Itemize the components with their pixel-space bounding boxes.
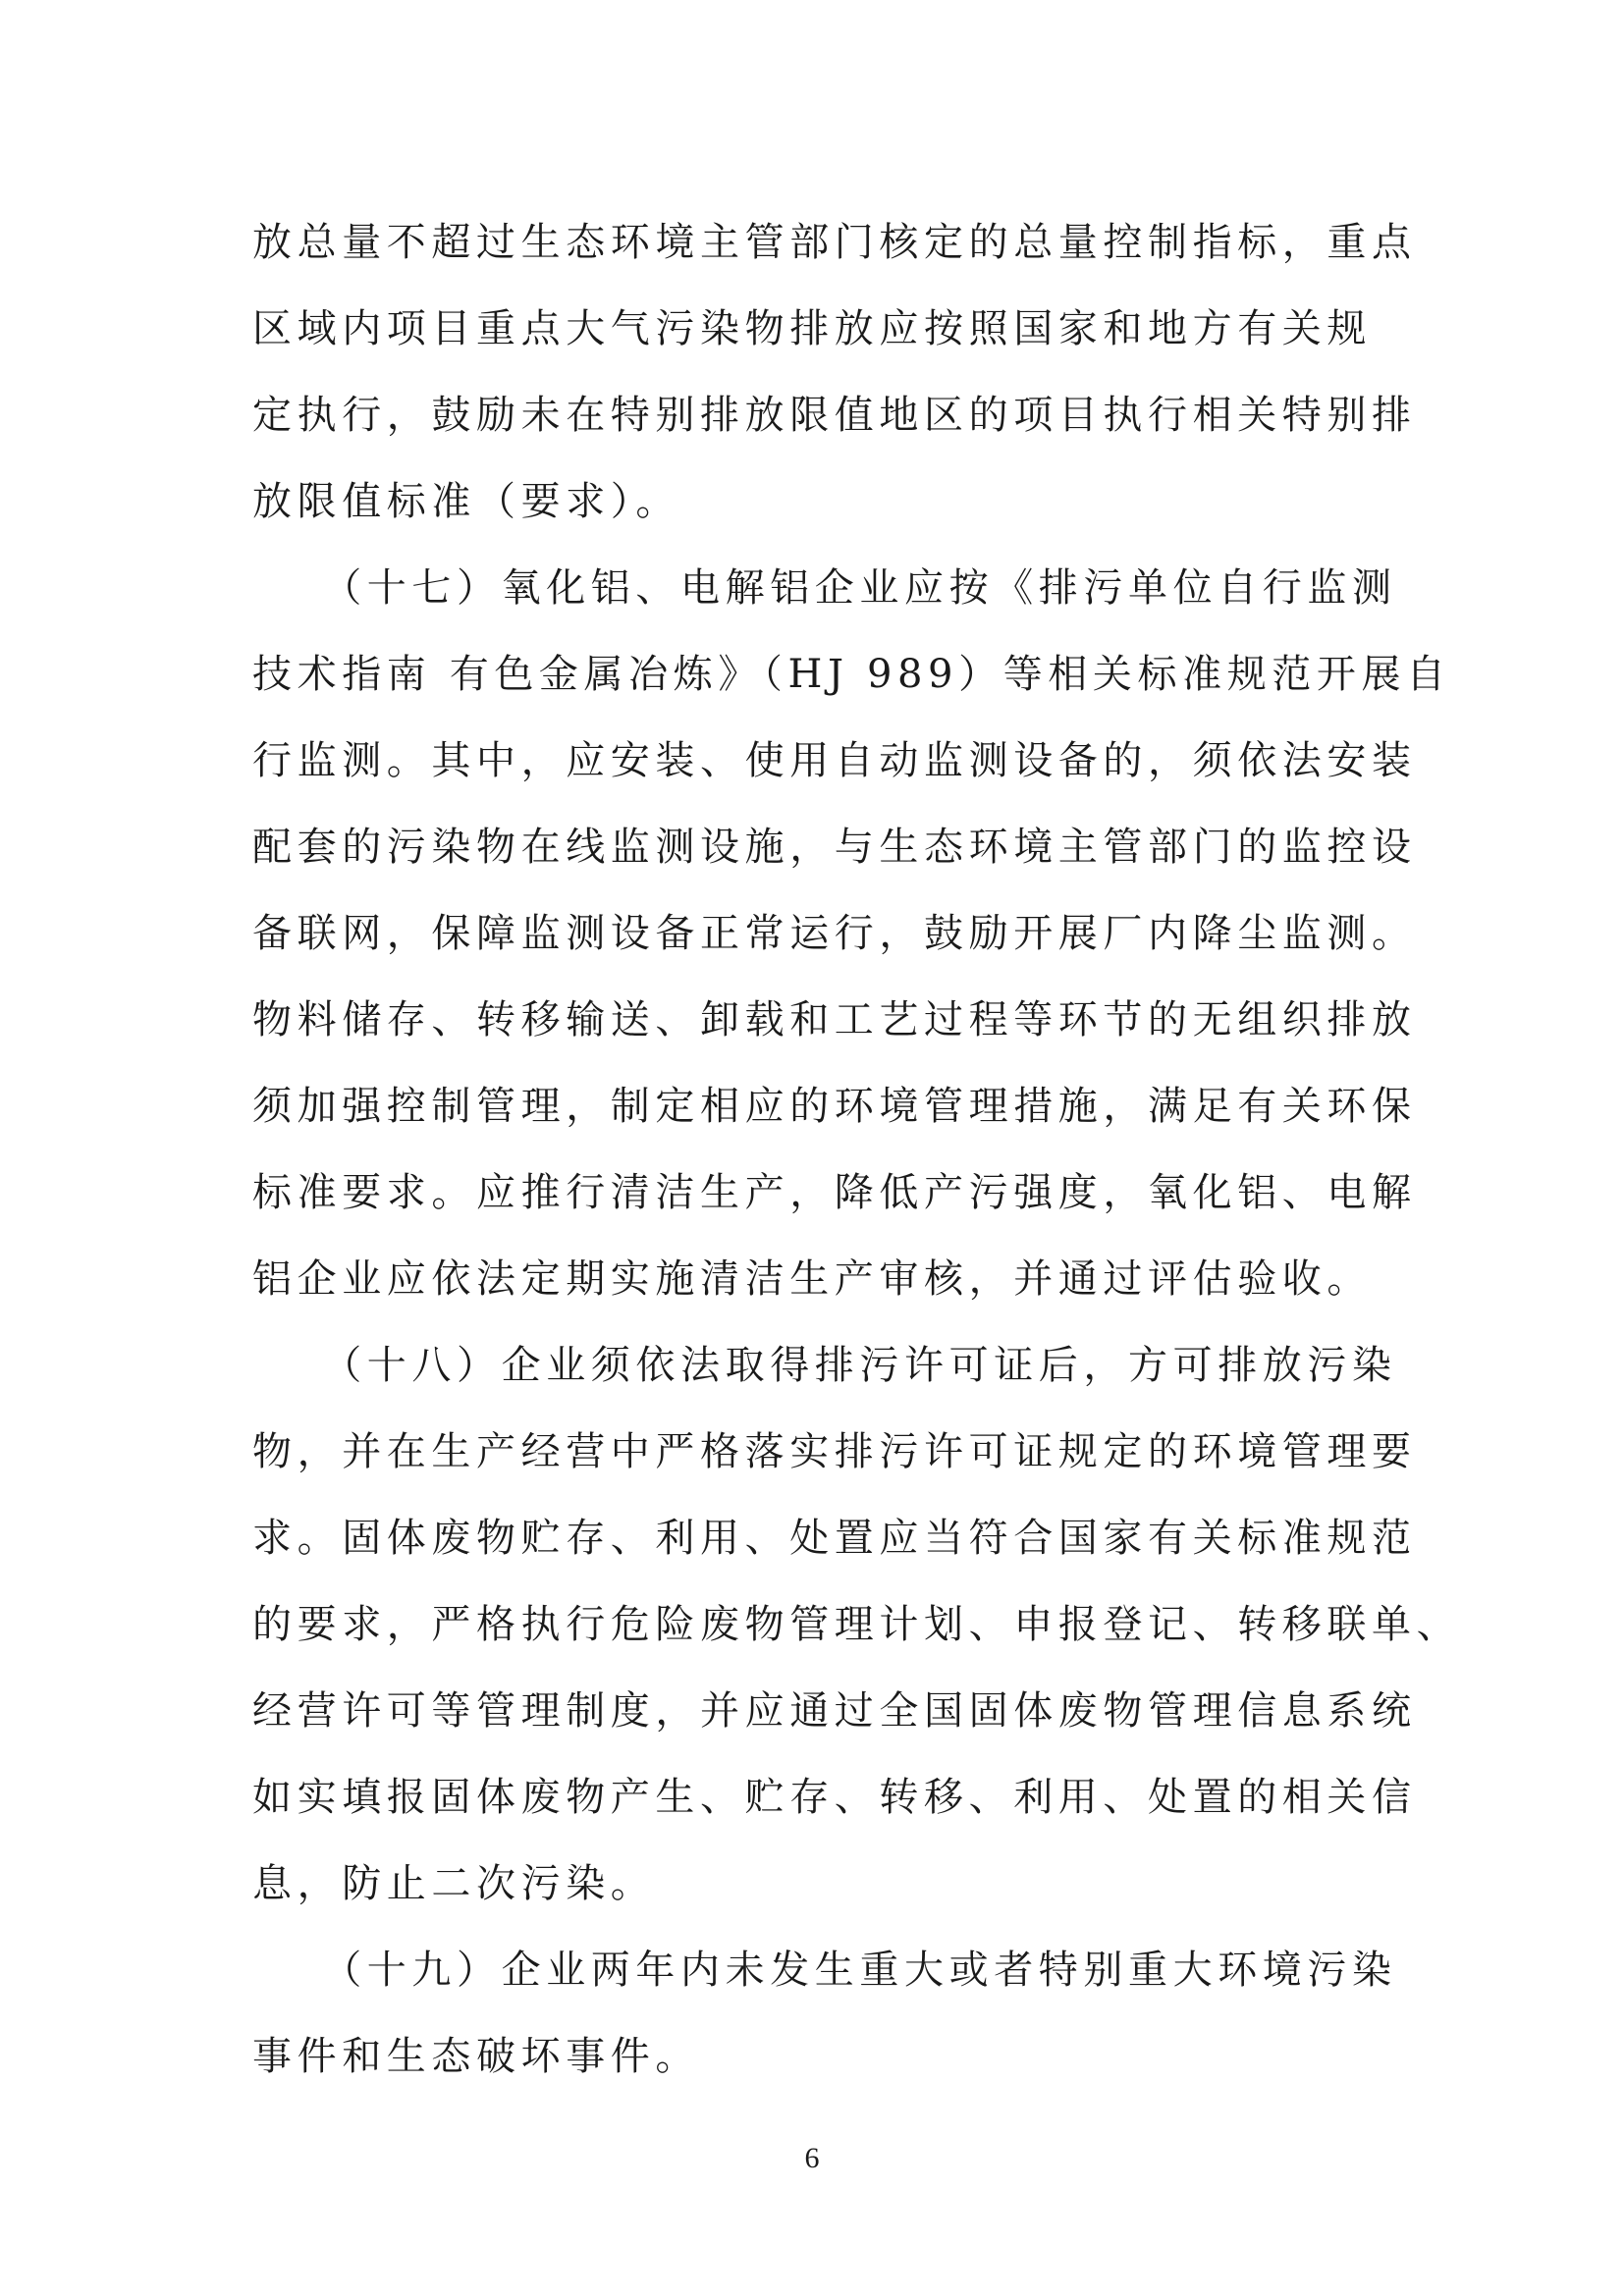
- text-line: 须加强控制管理，制定相应的环境管理措施，满足有关环保: [252, 1084, 1417, 1129]
- text-line: 物，并在生产经营中严格落实排污许可证规定的环境管理要: [252, 1429, 1417, 1474]
- text-line: 定执行，鼓励未在特别排放限值地区的项目执行相关特别排: [252, 393, 1417, 438]
- text-line: 事件和生态破坏事件。: [252, 2034, 700, 2079]
- text-line: 如实填报固体废物产生、贮存、转移、利用、处置的相关信: [252, 1775, 1417, 1820]
- text-line: 技术指南 有色金属冶炼》（HJ 989）等相关标准规范开展自: [252, 652, 1451, 697]
- text-line: 物料储存、转移输送、卸载和工艺过程等环节的无组织排放: [252, 997, 1417, 1042]
- text-line: 求。固体废物贮存、利用、处置应当符合国家有关标准规范: [252, 1516, 1417, 1561]
- text-line: 经营许可等管理制度，并应通过全国固体废物管理信息系统: [252, 1688, 1417, 1734]
- text-line: 放总量不超过生态环境主管部门核定的总量控制指标，重点: [252, 220, 1417, 265]
- text-line: 息，防止二次污染。: [252, 1861, 656, 1906]
- text-line: 行监测。其中，应安装、使用自动监测设备的，须依法安装: [252, 738, 1417, 783]
- text-line: 铝企业应依法定期实施清洁生产审核，并通过评估验收。: [252, 1256, 1372, 1302]
- text-line: 放限值标准（要求）。: [252, 479, 680, 524]
- text-line: （十九）企业两年内未发生重大或者特别重大环境污染: [252, 1948, 1397, 1993]
- text-line: 的要求，严格执行危险废物管理计划、申报登记、转移联单、: [252, 1602, 1462, 1647]
- text-line: （十八）企业须依法取得排污许可证后，方可排放污染: [252, 1343, 1397, 1388]
- page-number: 6: [804, 2142, 820, 2174]
- paragraph-p-19: [252, 1927, 1397, 2100]
- paragraph-p-continued: [252, 199, 1417, 545]
- text-line: 备联网，保障监测设备正常运行，鼓励开展厂内降尘监测。: [252, 911, 1417, 956]
- text-line: 配套的污染物在线监测设施，与生态环境主管部门的监控设: [252, 825, 1417, 870]
- text-line: （十七）氧化铝、电解铝企业应按《排污单位自行监测: [252, 565, 1397, 611]
- paragraph-p-17: [252, 545, 1451, 1322]
- document-body: [252, 199, 1462, 2100]
- text-line: 区域内项目重点大气污染物排放应按照国家和地方有关规: [252, 306, 1372, 351]
- text-line: 标准要求。应推行清洁生产，降低产污强度，氧化铝、电解: [252, 1170, 1417, 1215]
- paragraph-p-18: [252, 1322, 1462, 1927]
